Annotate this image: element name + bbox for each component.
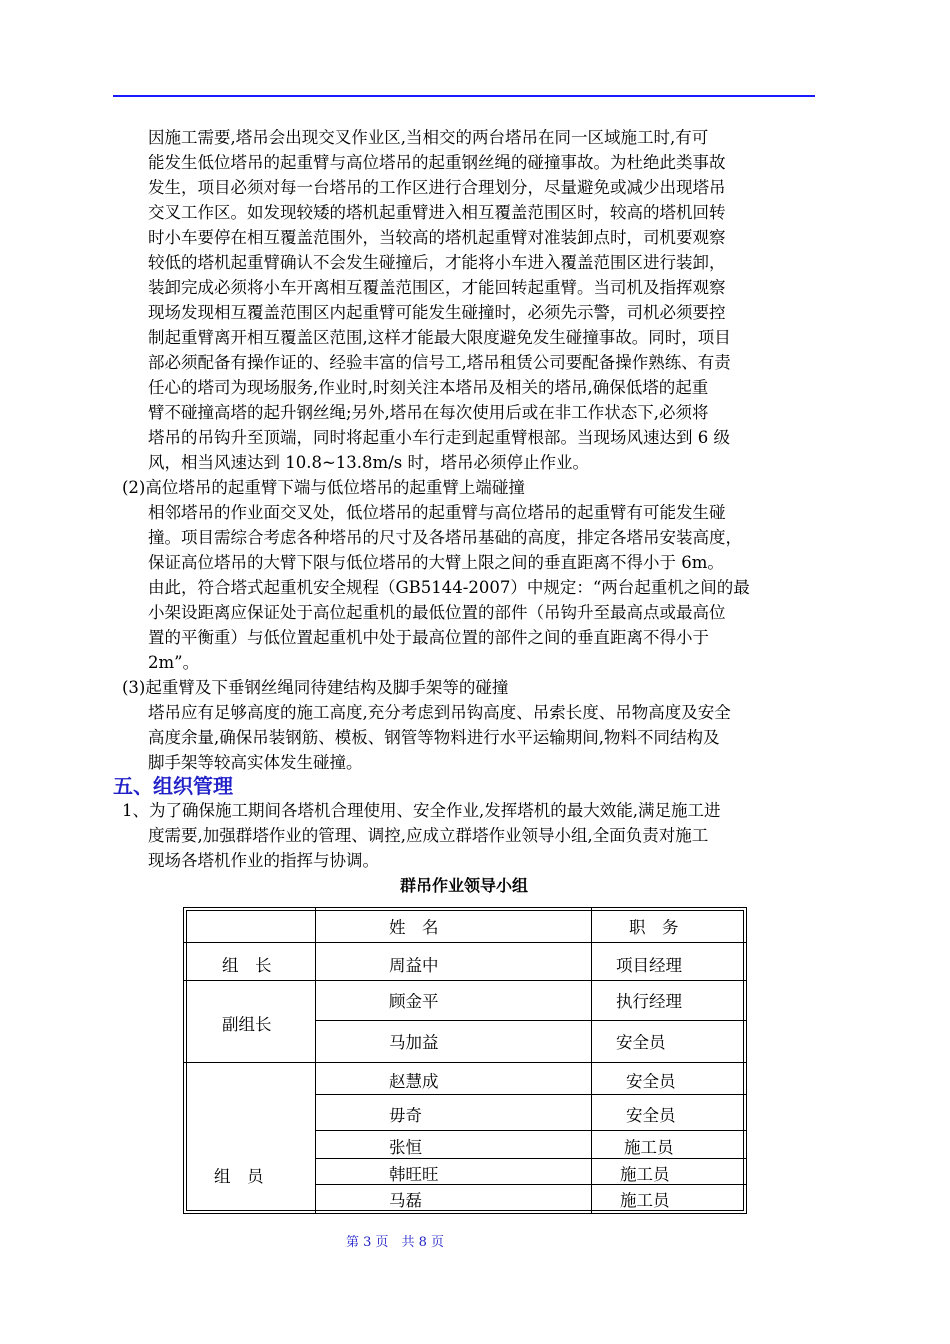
member-duty: 施工员 xyxy=(620,1191,670,1210)
member-name: 赵慧成 xyxy=(389,1072,439,1091)
text-line: 发生，项目必须对每一台塔吊的工作区进行合理划分，尽量避免或减少出现塔吊 xyxy=(148,178,726,197)
text-line: 现场发现相互覆盖范围区内起重臂可能发生碰撞时，必须先示警，司机必须要控 xyxy=(148,303,726,322)
table-row-divider xyxy=(315,1094,746,1095)
text-line: 现场各塔机作业的指挥与协调。 xyxy=(148,851,379,870)
text-line: 相邻塔吊的作业面交叉处，低位塔吊的起重臂与高位塔吊的起重臂有可能发生碰 xyxy=(148,503,726,522)
text-line: 能发生低位塔吊的起重臂与高位塔吊的起重钢丝绳的碰撞事故。为杜绝此类事故 xyxy=(148,153,726,172)
text-line: 1、为了确保施工期间各塔机合理使用、安全作业,发挥塔机的最大效能,满足施工进 xyxy=(122,801,721,820)
text-line: 制起重臂离开相互覆盖区范围,这样才能最大限度避免发生碰撞事故。同时，项目 xyxy=(148,328,731,347)
text-line: 装卸完成必须将小车开离相互覆盖范围区，才能回转起重臂。当司机及指挥观察 xyxy=(148,278,726,297)
member-name: 马磊 xyxy=(389,1191,422,1210)
table-row-divider xyxy=(315,1130,746,1131)
table-row-divider xyxy=(315,1184,746,1185)
text-line: 臂不碰撞高塔的起升钢丝绳;另外,塔吊在每次使用后或在非工作状态下,必须将 xyxy=(148,403,709,422)
text-line: 脚手架等较高实体发生碰撞。 xyxy=(148,753,363,772)
text-line: 风，相当风速达到 10.8~13.8m/s 时，塔吊必须停止作业。 xyxy=(148,453,589,472)
text-line: 时小车要停在相互覆盖范围外，当较高的塔机起重臂对准装卸点时，司机要观察 xyxy=(148,228,726,247)
text-line: 交叉工作区。如发现较矮的塔机起重臂进入相互覆盖范围区时，较高的塔机回转 xyxy=(148,203,726,222)
role-deputy: 副组长 xyxy=(222,1015,272,1034)
member-duty: 施工员 xyxy=(620,1165,670,1184)
text-line: 2m”。 xyxy=(148,653,200,672)
text-line: 保证高位塔吊的大臂下限与低位塔吊的大臂上限之间的垂直距离不得小于 6m。 xyxy=(148,553,724,572)
text-line: 塔吊的吊钩升至顶端，同时将起重小车行走到起重臂根部。当现场风速达到 6 级 xyxy=(148,428,730,447)
member-name: 周益中 xyxy=(389,956,439,975)
section-heading: 五、组织管理 xyxy=(113,774,233,798)
page-footer: 第 3 页 共 8 页 xyxy=(345,1235,445,1250)
text-line: 撞。项目需综合考虑各种塔吊的尺寸及各塔吊基础的高度，排定各塔吊安装高度， xyxy=(148,528,742,547)
table-row-divider xyxy=(184,942,746,943)
text-line: 高度余量,确保吊装钢筋、模板、钢管等物料进行水平运输期间,物料不同结构及 xyxy=(148,728,720,747)
table-row-divider xyxy=(184,980,746,981)
member-name: 毋奇 xyxy=(389,1106,422,1125)
leadership-table xyxy=(183,907,747,1214)
table-title: 群吊作业领导小组 xyxy=(399,876,528,895)
text-line: 小架设距离应保证处于高位起重机的最低位置的部件（吊钩升至最高点或最高位 xyxy=(148,603,726,622)
table-column-divider xyxy=(591,908,592,1213)
text-line: 较低的塔机起重臂确认不会发生碰撞后，才能将小车进入覆盖范围区进行装卸， xyxy=(148,253,726,272)
table-row-divider xyxy=(315,1158,746,1159)
text-line: 置的平衡重）与低位置起重机中处于最高位置的部件之间的垂直距离不得小于 xyxy=(148,628,709,647)
table-row-divider xyxy=(315,1020,746,1021)
member-name: 顾金平 xyxy=(389,992,439,1011)
table-row-divider xyxy=(184,1062,746,1063)
member-name: 韩旺旺 xyxy=(389,1165,439,1184)
list-item-title: (2)高位塔吊的起重臂下端与低位塔吊的起重臂上端碰撞 xyxy=(122,478,525,497)
member-name: 张恒 xyxy=(389,1138,422,1157)
member-duty: 施工员 xyxy=(624,1138,674,1157)
list-item-title: (3)起重臂及下垂钢丝绳同待建结构及脚手架等的碰撞 xyxy=(122,678,509,697)
member-duty: 执行经理 xyxy=(616,992,682,1011)
text-line: 度需要,加强群塔作业的管理、调控,应成立群塔作业领导小组,全面负责对施工 xyxy=(148,826,709,845)
member-duty: 安全员 xyxy=(626,1072,676,1091)
role-members: 组 员 xyxy=(214,1167,264,1186)
text-line: 塔吊应有足够高度的施工高度,充分考虑到吊钩高度、吊索长度、吊物高度及安全 xyxy=(148,703,731,722)
member-duty: 项目经理 xyxy=(616,956,682,975)
member-name: 马加益 xyxy=(389,1033,439,1052)
role-leader: 组 长 xyxy=(222,956,272,975)
text-line: 任心的塔司为现场服务,作业时,时刻关注本塔吊及相关的塔吊,确保低塔的起重 xyxy=(148,378,709,397)
text-line: 部必须配备有操作证的、经验丰富的信号工,塔吊租赁公司要配备操作熟练、有责 xyxy=(148,353,731,372)
header-duty: 职 务 xyxy=(629,918,679,937)
header-name: 姓 名 xyxy=(389,918,439,937)
member-duty: 安全员 xyxy=(626,1106,676,1125)
header-rule xyxy=(113,95,815,97)
text-line: 由此，符合塔式起重机安全规程（GB5144-2007）中规定：“两台起重机之间的最 xyxy=(148,578,750,597)
member-duty: 安全员 xyxy=(616,1033,666,1052)
text-line: 因施工需要,塔吊会出现交叉作业区,当相交的两台塔吊在同一区域施工时,有可 xyxy=(148,128,709,147)
table-column-divider xyxy=(315,908,316,1213)
